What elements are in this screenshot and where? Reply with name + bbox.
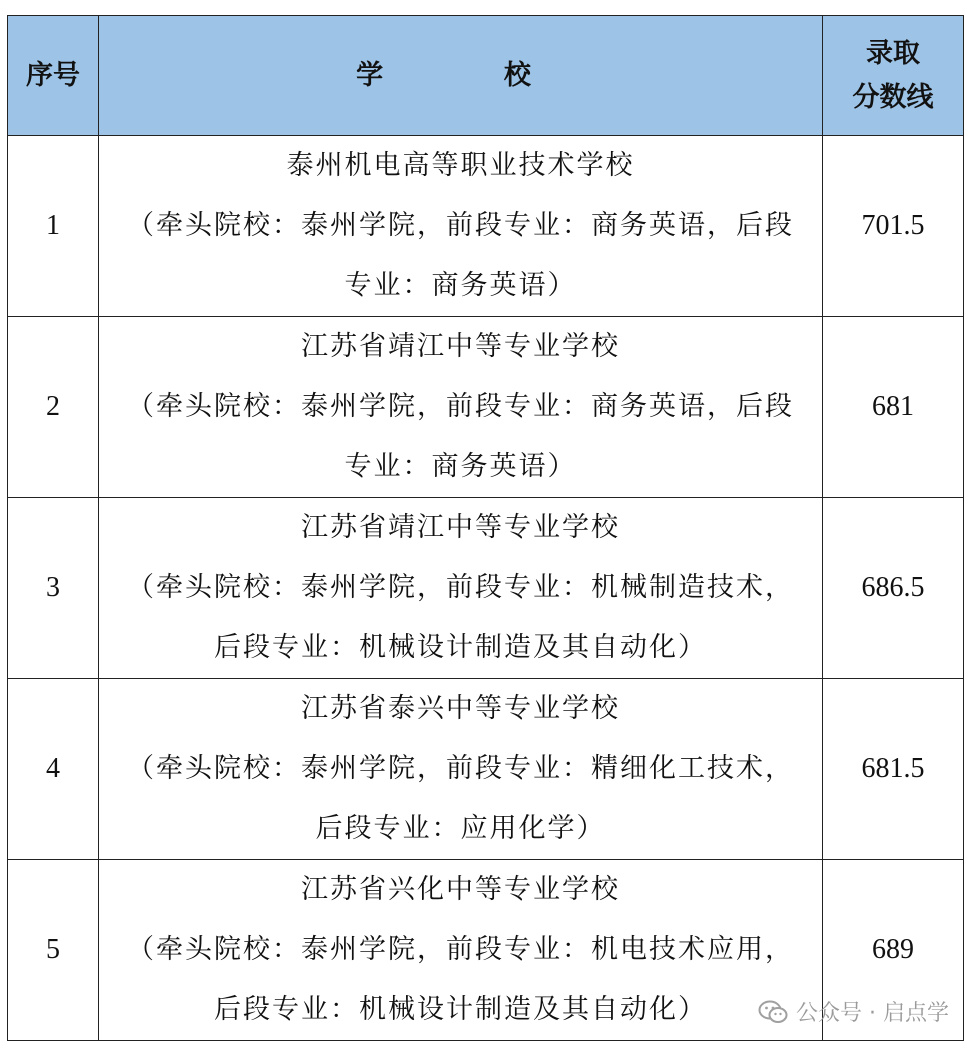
watermark-text: 公众号 · 启点学 [796, 1001, 949, 1026]
table-row [8, 136, 964, 317]
row-school [99, 498, 823, 679]
school-detail: （牵头院校：泰州学院，前段专业：机械制造技术， [127, 572, 794, 603]
school-detail-cont: 后段专业：机械设计制造及其自动化） [214, 632, 707, 663]
table-row [8, 498, 964, 679]
school-detail-cont: 专业：商务英语） [344, 270, 577, 301]
school-detail: （牵头院校：泰州学院，前段专业：精细化工技术， [127, 753, 794, 784]
school-detail-cont: 专业：商务英语） [344, 451, 577, 482]
row-score: 681 [823, 317, 964, 498]
table-row [8, 317, 964, 498]
header-score-line1: 录取 [866, 37, 920, 69]
row-school [99, 679, 823, 860]
school-detail: （牵头院校：泰州学院，前段专业：机电技术应用， [127, 934, 794, 965]
wechat-icon [758, 999, 788, 1025]
row-index: 5 [8, 860, 99, 1041]
row-index: 3 [8, 498, 99, 679]
row-index: 4 [8, 679, 99, 860]
row-index: 2 [8, 317, 99, 498]
table-header-row [8, 16, 964, 136]
school-name: 江苏省靖江中等专业学校 [301, 512, 620, 543]
header-school-label: 学 校 [356, 59, 565, 91]
row-score: 701.5 [823, 136, 964, 317]
header-score-line2: 分数线 [852, 81, 934, 113]
table-row [8, 679, 964, 860]
school-detail: （牵头院校：泰州学院，前段专业：商务英语，后段 [127, 391, 794, 422]
header-school [99, 16, 823, 136]
header-score [823, 16, 964, 136]
school-detail-cont: 后段专业：机械设计制造及其自动化） [214, 994, 707, 1025]
watermark [758, 996, 949, 1027]
row-school [99, 136, 823, 317]
row-score: 681.5 [823, 679, 964, 860]
admission-table-container [7, 15, 964, 1041]
admission-score-table [7, 15, 964, 1041]
school-name: 泰州机电高等职业技术学校 [286, 150, 635, 181]
school-name: 江苏省靖江中等专业学校 [301, 331, 620, 362]
row-index: 1 [8, 136, 99, 317]
school-detail: （牵头院校：泰州学院，前段专业：商务英语，后段 [127, 210, 794, 241]
row-score: 686.5 [823, 498, 964, 679]
row-score: 689 [823, 860, 964, 1041]
row-school [99, 317, 823, 498]
school-detail-cont: 后段专业：应用化学） [315, 813, 606, 844]
header-index: 序号 [8, 16, 99, 136]
school-name: 江苏省兴化中等专业学校 [301, 874, 620, 905]
row-school [99, 860, 823, 1041]
school-name: 江苏省泰兴中等专业学校 [301, 693, 620, 724]
